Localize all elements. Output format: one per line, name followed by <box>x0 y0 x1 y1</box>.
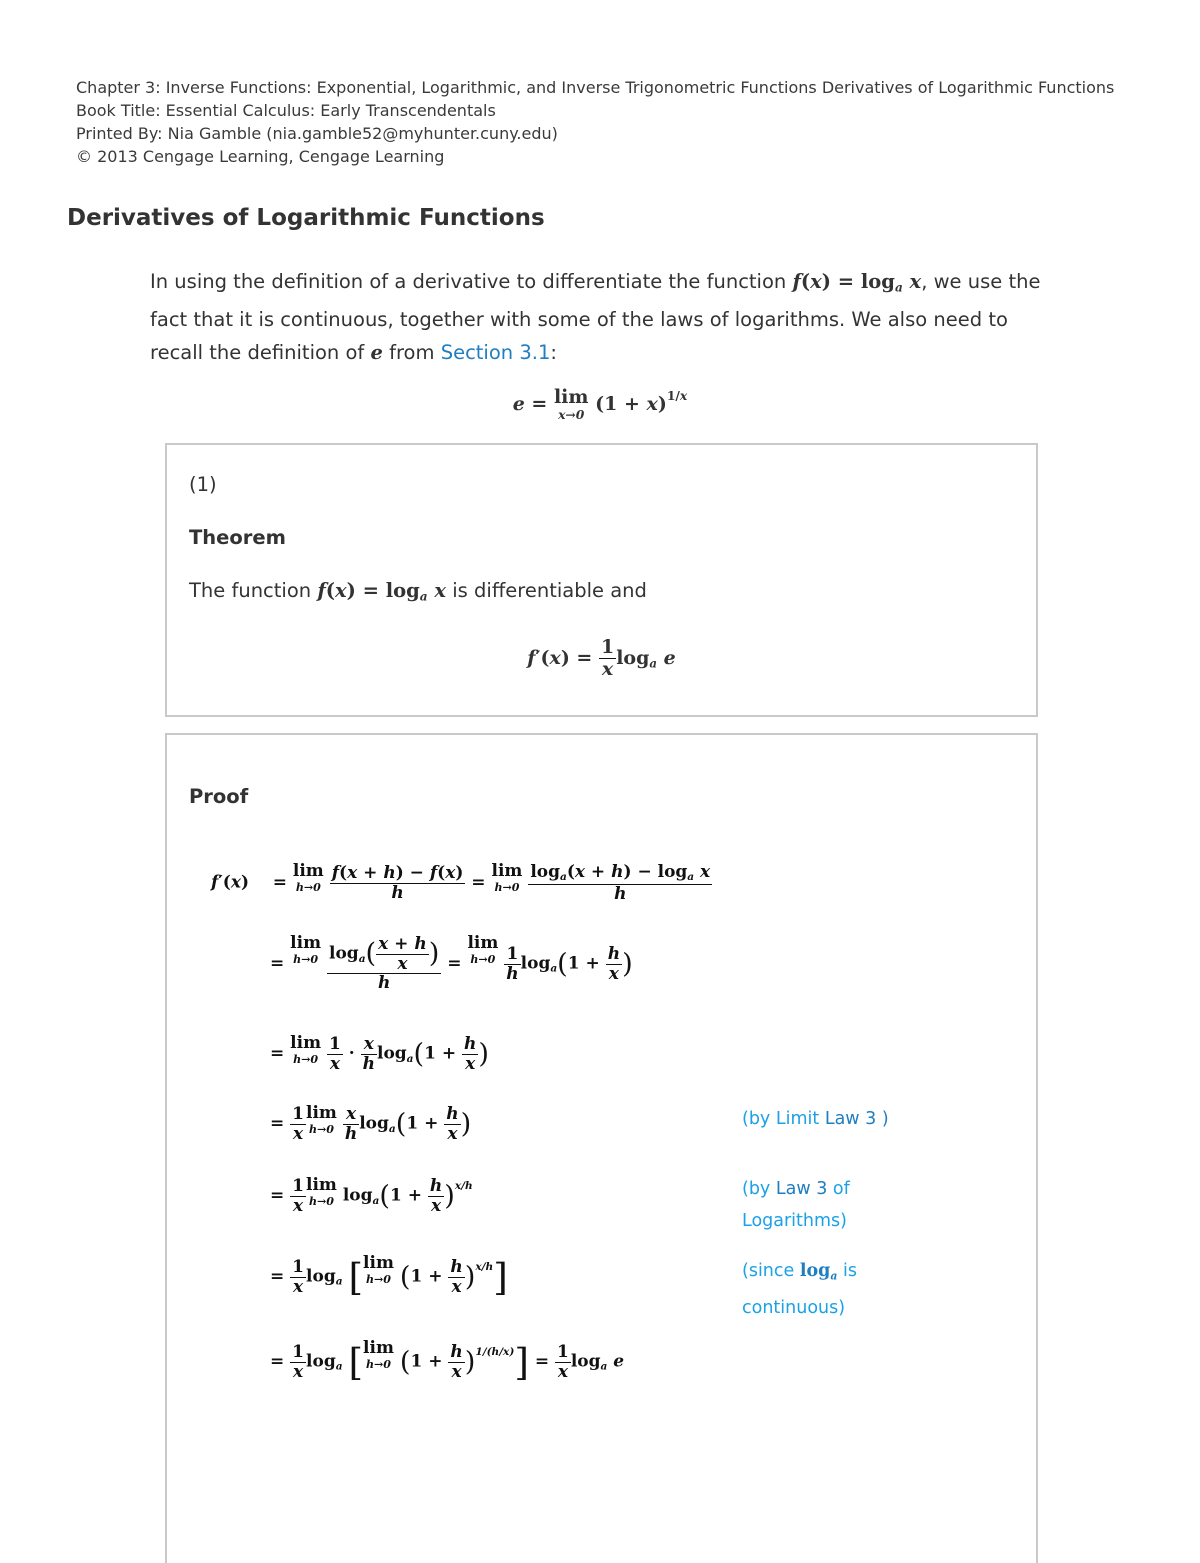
inline-e: e <box>370 340 383 364</box>
proof-box <box>165 733 1038 1563</box>
theorem-box <box>165 443 1038 717</box>
note-limit-law: (by Limit Law 3 ) <box>742 1109 889 1129</box>
law-link[interactable]: Law 3 ) <box>819 1109 889 1129</box>
printed-by-line: Printed By: Nia Gamble (nia.gamble52@myhunter.cuny.edu) <box>76 124 558 143</box>
chapter-line: Chapter 3: Inverse Functions: Exponential, Logarithmic, and Inverse Trigonometric Functions Derivatives of Logarithmic Functions <box>76 78 1115 97</box>
inline-formula: f <box>792 270 801 293</box>
book-title-line: Book Title: Essential Calculus: Early Transcendentals <box>76 101 496 120</box>
log-law-link[interactable]: Law 3 <box>775 1179 828 1199</box>
theorem-statement: The function $f(x) = \log_a x$ is differentiable and <box>189 579 647 604</box>
proof-line-2: = lim h→0 $\log_a$( $\frac{x + h}{x}$ ) h = lim h→0 $\frac{1}{h}$ $\log_a(1$ + $\frac{h}{x}$ ) <box>270 933 633 994</box>
note-log-law: (by Law 3 of Logarithms) <box>742 1179 850 1231</box>
theorem-formula: f′(x) = $\frac{1}{x}$ $\log_a e$ <box>527 636 676 680</box>
print-header <box>76 76 1114 168</box>
note-since: (since $\log_a$ is continuous) <box>742 1261 857 1319</box>
proof-title: Proof <box>189 785 249 808</box>
page-title: Derivatives of Logarithmic Functions <box>67 205 545 231</box>
theorem-title: Theorem <box>189 526 286 549</box>
intro-paragraph: In using the definition of a derivative to differentiate the function $f(x) = \log_a x$, we use the fact that it is continuous, together with some of the laws of logarithms. We also need to recall the definition of e from Section 3.1: <box>150 270 1041 364</box>
definition-of-e: e = lim x→0 $(1 + x)^{1/x}$ <box>512 386 688 422</box>
limit-link[interactable]: Limit <box>775 1109 820 1129</box>
copyright-line: © 2013 Cengage Learning, Cengage Learning <box>76 147 445 166</box>
proof-line-5: = $\frac{1}{x}$ lim h→0 $\log_a(1$ + $\frac{h}{x}$ )$^{x/h}$ <box>270 1175 473 1216</box>
theorem-number: (1) <box>189 473 217 496</box>
proof-line-4: = $\frac{1}{x}$ lim h→0 $\frac{x}{h}$ $\log_a(1$ + $\frac{h}{x}$ ) <box>270 1103 472 1144</box>
proof-line-7: = $\frac{1}{x}$ $\log_a [\lim$ h→0 (1 + $\frac{h}{x}$ )$^{1/(h/x)}$] = $\frac{1}{x}$ $\log_a e$ <box>270 1338 625 1384</box>
proof-line-1: f′(x) = lim h→0 $\frac{f(x + h) - f(x)}{h}$ = lim h→0 $\frac{\log_a(x + h) - \log_a x}{h}$ <box>211 861 711 904</box>
proof-line-3: = lim h→0 $\frac{1}{x}$ · $\frac{x}{h}$ $\log_a(1$ + $\frac{h}{x}$ ) <box>270 1033 490 1074</box>
proof-line-6: = $\frac{1}{x}$ $\log_a [\lim$ h→0 (1 + $\frac{h}{x}$ )$^{x/h}$] <box>270 1253 508 1299</box>
section-link[interactable]: Section 3.1 <box>440 340 551 364</box>
